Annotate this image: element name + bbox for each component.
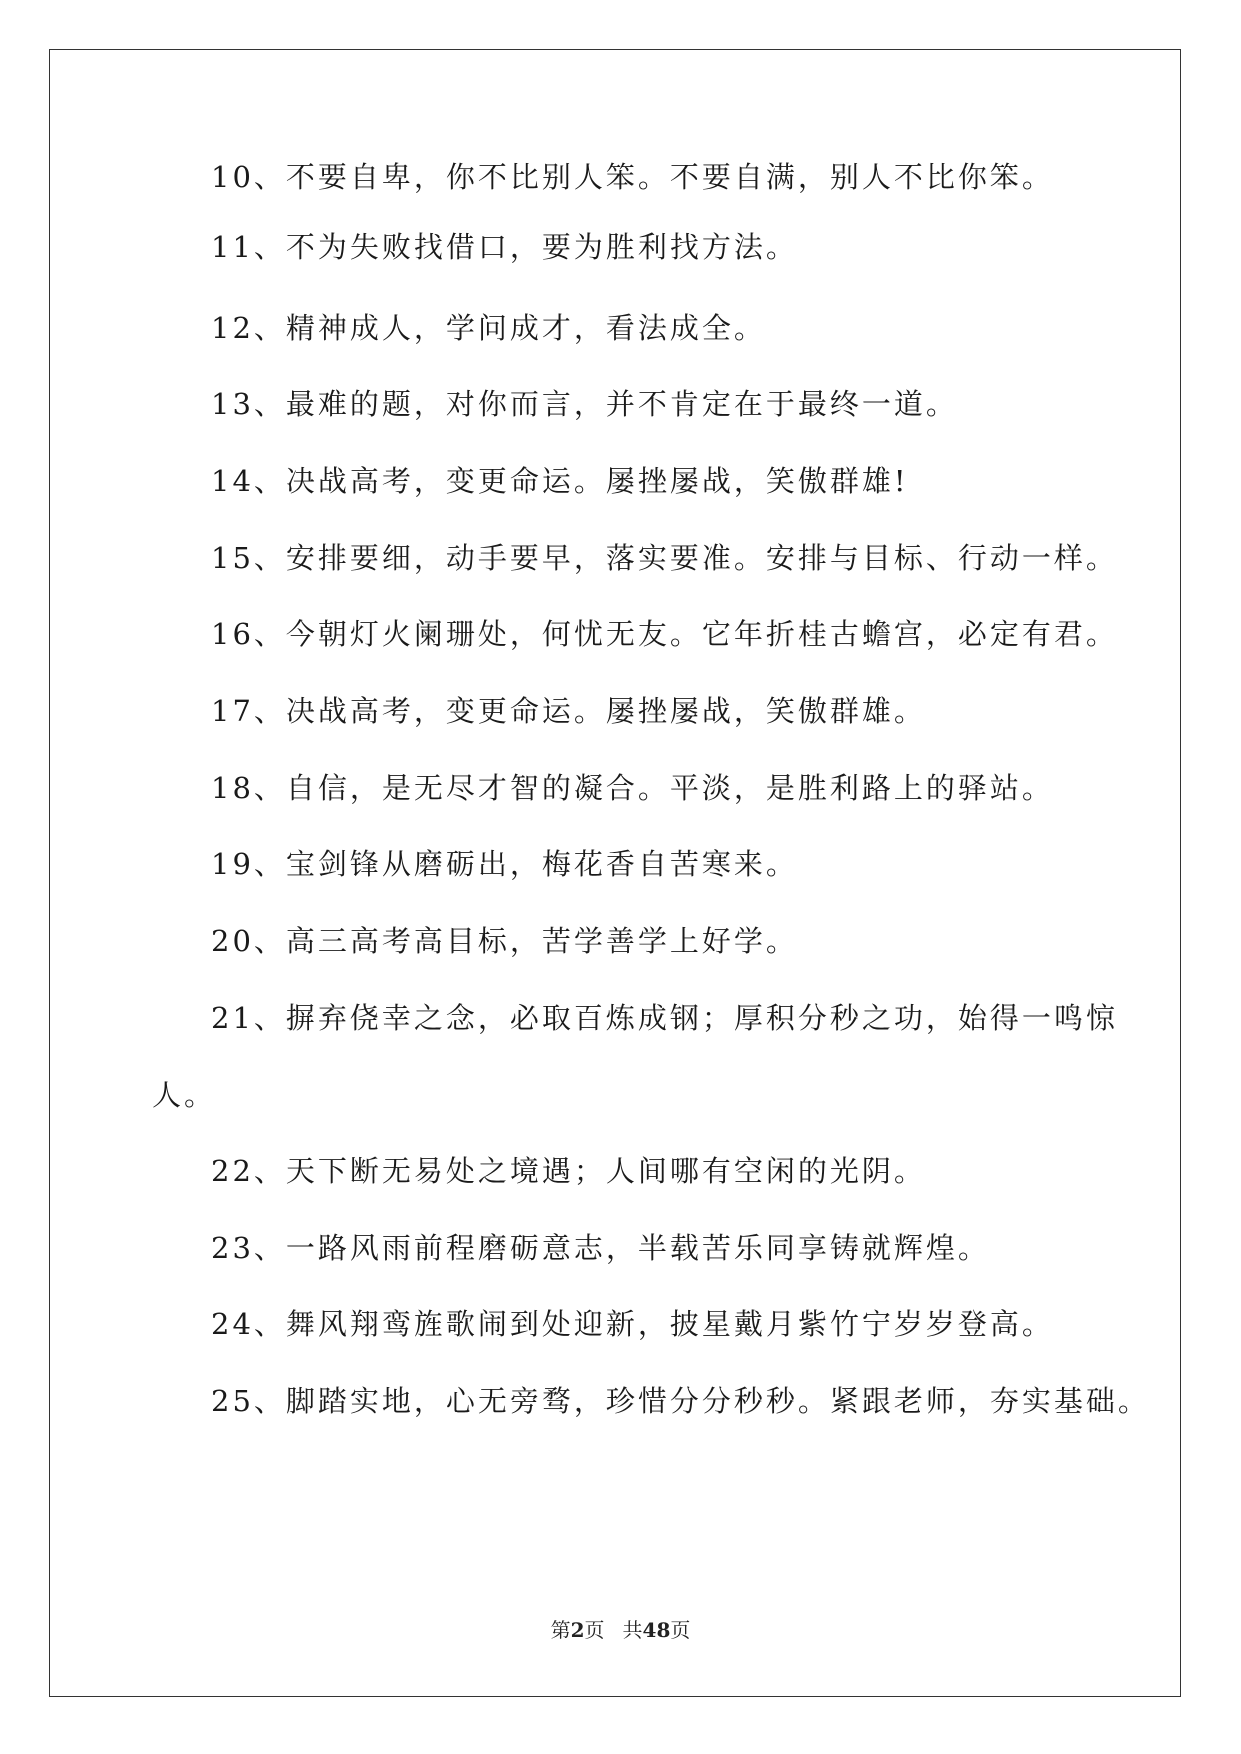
page-footer — [0, 1617, 1241, 1643]
page-prefix: 第 — [550, 1618, 571, 1642]
total-suffix: 页 — [670, 1618, 691, 1642]
quote-line: 16、今朝灯火阑珊处，何忧无友。它年折桂古蟾宫，必定有君。 — [211, 617, 1118, 651]
quote-line: 18、自信，是无尽才智的凝合。平淡，是胜利路上的驿站。 — [211, 771, 1054, 805]
quote-line: 19、宝剑锋从磨砺出，梅花香自苦寒来。 — [211, 847, 798, 881]
page-suffix: 页 — [584, 1618, 605, 1642]
quote-line: 17、决战高考，变更命运。屡挫屡战，笑傲群雄。 — [211, 694, 926, 728]
total-prefix: 共 — [622, 1618, 643, 1642]
quote-line: 15、安排要细，动手要早，落实要准。安排与目标、行动一样。 — [211, 541, 1118, 575]
quote-line: 24、舞风翔鸾旌歌闹到处迎新，披星戴月紫竹宁岁岁登高。 — [211, 1307, 1054, 1341]
quote-line: 21、摒弃侥幸之念，必取百炼成钢；厚积分秒之功，始得一鸣惊 — [211, 1001, 1118, 1035]
quote-line: 20、高三高考高目标，苦学善学上好学。 — [211, 924, 798, 958]
page-total: 48 — [642, 1618, 671, 1642]
quote-line: 22、天下断无易处之境遇；人间哪有空闲的光阴。 — [211, 1154, 926, 1188]
quote-line: 23、一路风雨前程磨砺意志，半载苦乐同享铸就辉煌。 — [211, 1231, 990, 1265]
quote-line: 14、决战高考，变更命运。屡挫屡战，笑傲群雄! — [211, 464, 909, 498]
page-current: 2 — [570, 1618, 585, 1642]
quote-line: 25、脚踏实地，心无旁骛，珍惜分分秒秒。紧跟老师，夯实基础。 — [211, 1384, 1150, 1418]
quote-line: 13、最难的题，对你而言，并不肯定在于最终一道。 — [211, 387, 958, 421]
quote-line: 12、精神成人，学问成才，看法成全。 — [211, 311, 766, 345]
quote-line: 11、不为失败找借口，要为胜利找方法。 — [211, 230, 798, 264]
quote-line: 10、不要自卑，你不比别人笨。不要自满，别人不比你笨。 — [211, 160, 1054, 194]
quote-line-continuation: 人。 — [152, 1078, 217, 1112]
